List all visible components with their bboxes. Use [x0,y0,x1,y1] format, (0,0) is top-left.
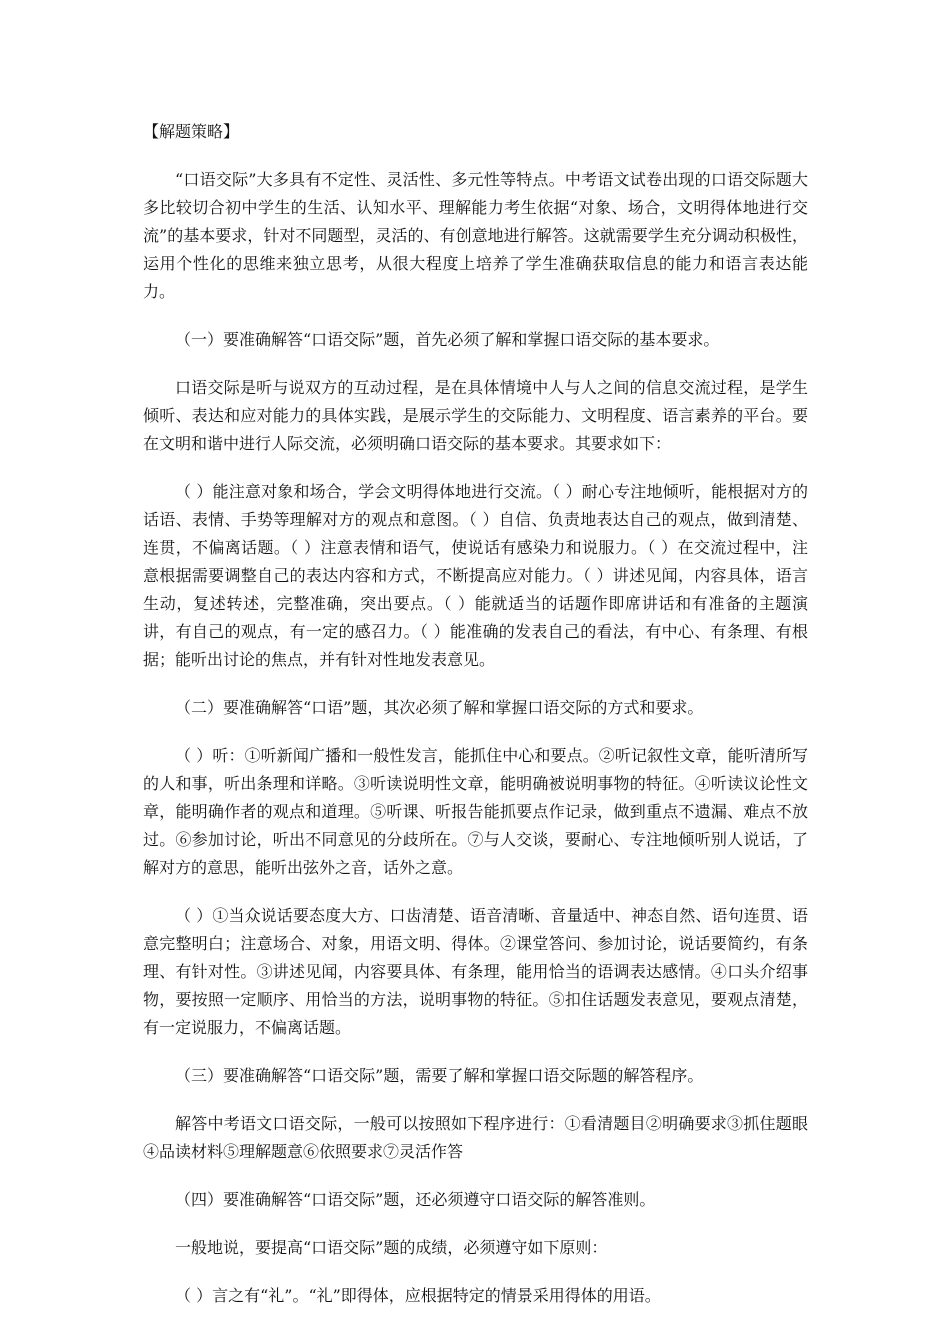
section-title: 【解题策略】 [143,122,240,141]
heading-part-2: （二）要准确解答“口语”题，其次必须了解和掌握口语交际的方式和要求。 [175,698,704,717]
paragraph-procedure: 解答中考语文口语交际，一般可以按照如下程序进行：①看清题目②明确要求③抓住题眼④品读材料⑤理解题意⑥依照要求⑦灵活作答 [143,1114,808,1161]
heading-part-1: （一）要准确解答“口语交际”题，首先必须了解和掌握口语交际的基本要求。 [175,330,720,349]
paragraph-speaking: （ ）①当众说话要态度大方、口齿清楚、语音清晰、音量适中、神态自然、语句连贯、语意完整明白；注意场合、对象，用语文明、得体。②课堂答问、参加讨论，说话要简约，有条理、有针对性。③讲述见闻，内容要具体、有条理，能用恰当的语调表达感情。④口头介绍事物，要按照一定顺序、用恰当的方法，说明事物的特征。⑤扣住话题发表意见，要观点清楚，有一定说服力，不偏离话题。 [143,906,808,1037]
paragraph-basic-requirements: 口语交际是听与说双方的互动过程，是在具体情境中人与人之间的信息交流过程，是学生倾听、表达和应对能力的具体实践，是展示学生的交际能力、文明程度、语言素养的平台。要在文明和谐中进行人际交流，必须明确口语交际的基本要求。其要求如下： [143,378,808,453]
paragraph-listening: （ ）听：①听新闻广播和一般性发言，能抓住中心和要点。②听记叙性文章，能听清所写的人和事，听出条理和详略。③听读说明性文章，能明确被说明事物的特征。④听读议论性文章，能明确作者的观点和道理。⑤听课、听报告能抓要点作记录，做到重点不遗漏、难点不放过。⑥参加讨论，听出不同意见的分歧所在。⑦与人交谈，要耐心、专注地倾听别人说话，了解对方的意思，能听出弦外之音，话外之意。 [143,746,808,877]
paragraph-principle-1: （ ）言之有“礼”。“礼”即得体，应根据特定的情景采用得体的用语。 [175,1286,661,1305]
intro-paragraph: “口语交际”大多具有不定性、灵活性、多元性等特点。中考语文试卷出现的口语交际题大多比较切合初中学生的生活、认知水平、理解能力考生依据“对象、场合，文明得体地进行交流”的基本要求，针对不同题型，灵活的、有创意地进行解答。这就需要学生充分调动积极性，运用个性化的思维来独立思考，从很大程度上培养了学生准确获取信息的能力和语言表达能力。 [143,170,808,301]
heading-part-4: （四）要准确解答“口语交际”题，还必须遵守口语交际的解答准则。 [175,1190,656,1209]
paragraph-principles-intro: 一般地说，要提高“口语交际”题的成绩，必须遵守如下原则： [175,1238,608,1257]
heading-part-3: （三）要准确解答“口语交际”题，需要了解和掌握口语交际题的解答程序。 [175,1066,704,1085]
document-body [143,118,808,1330]
paragraph-requirements-list: （ ）能注意对象和场合，学会文明得体地进行交流。（ ）耐心专注地倾听，能根据对方的话语、表情、手势等理解对方的观点和意图。（ ）自信、负责地表达自己的观点，做到清楚、连贯，不偏离话题。（ ）注意表情和语气，使说话有感染力和说服力。（ ）在交流过程中，注意根据需要调整自己的表达内容和方式，不断提高应对能力。（ ）讲述见闻，内容具体，语言生动，复述转述，完整准确，突出要点。（ ）能就适当的话题作即席讲话和有准备的主题演讲，有自己的观点，有一定的感召力。（ ）能准确的发表自己的看法，有中心、有条理、有根据；能听出讨论的焦点，并有针对性地发表意见。 [143,482,808,669]
